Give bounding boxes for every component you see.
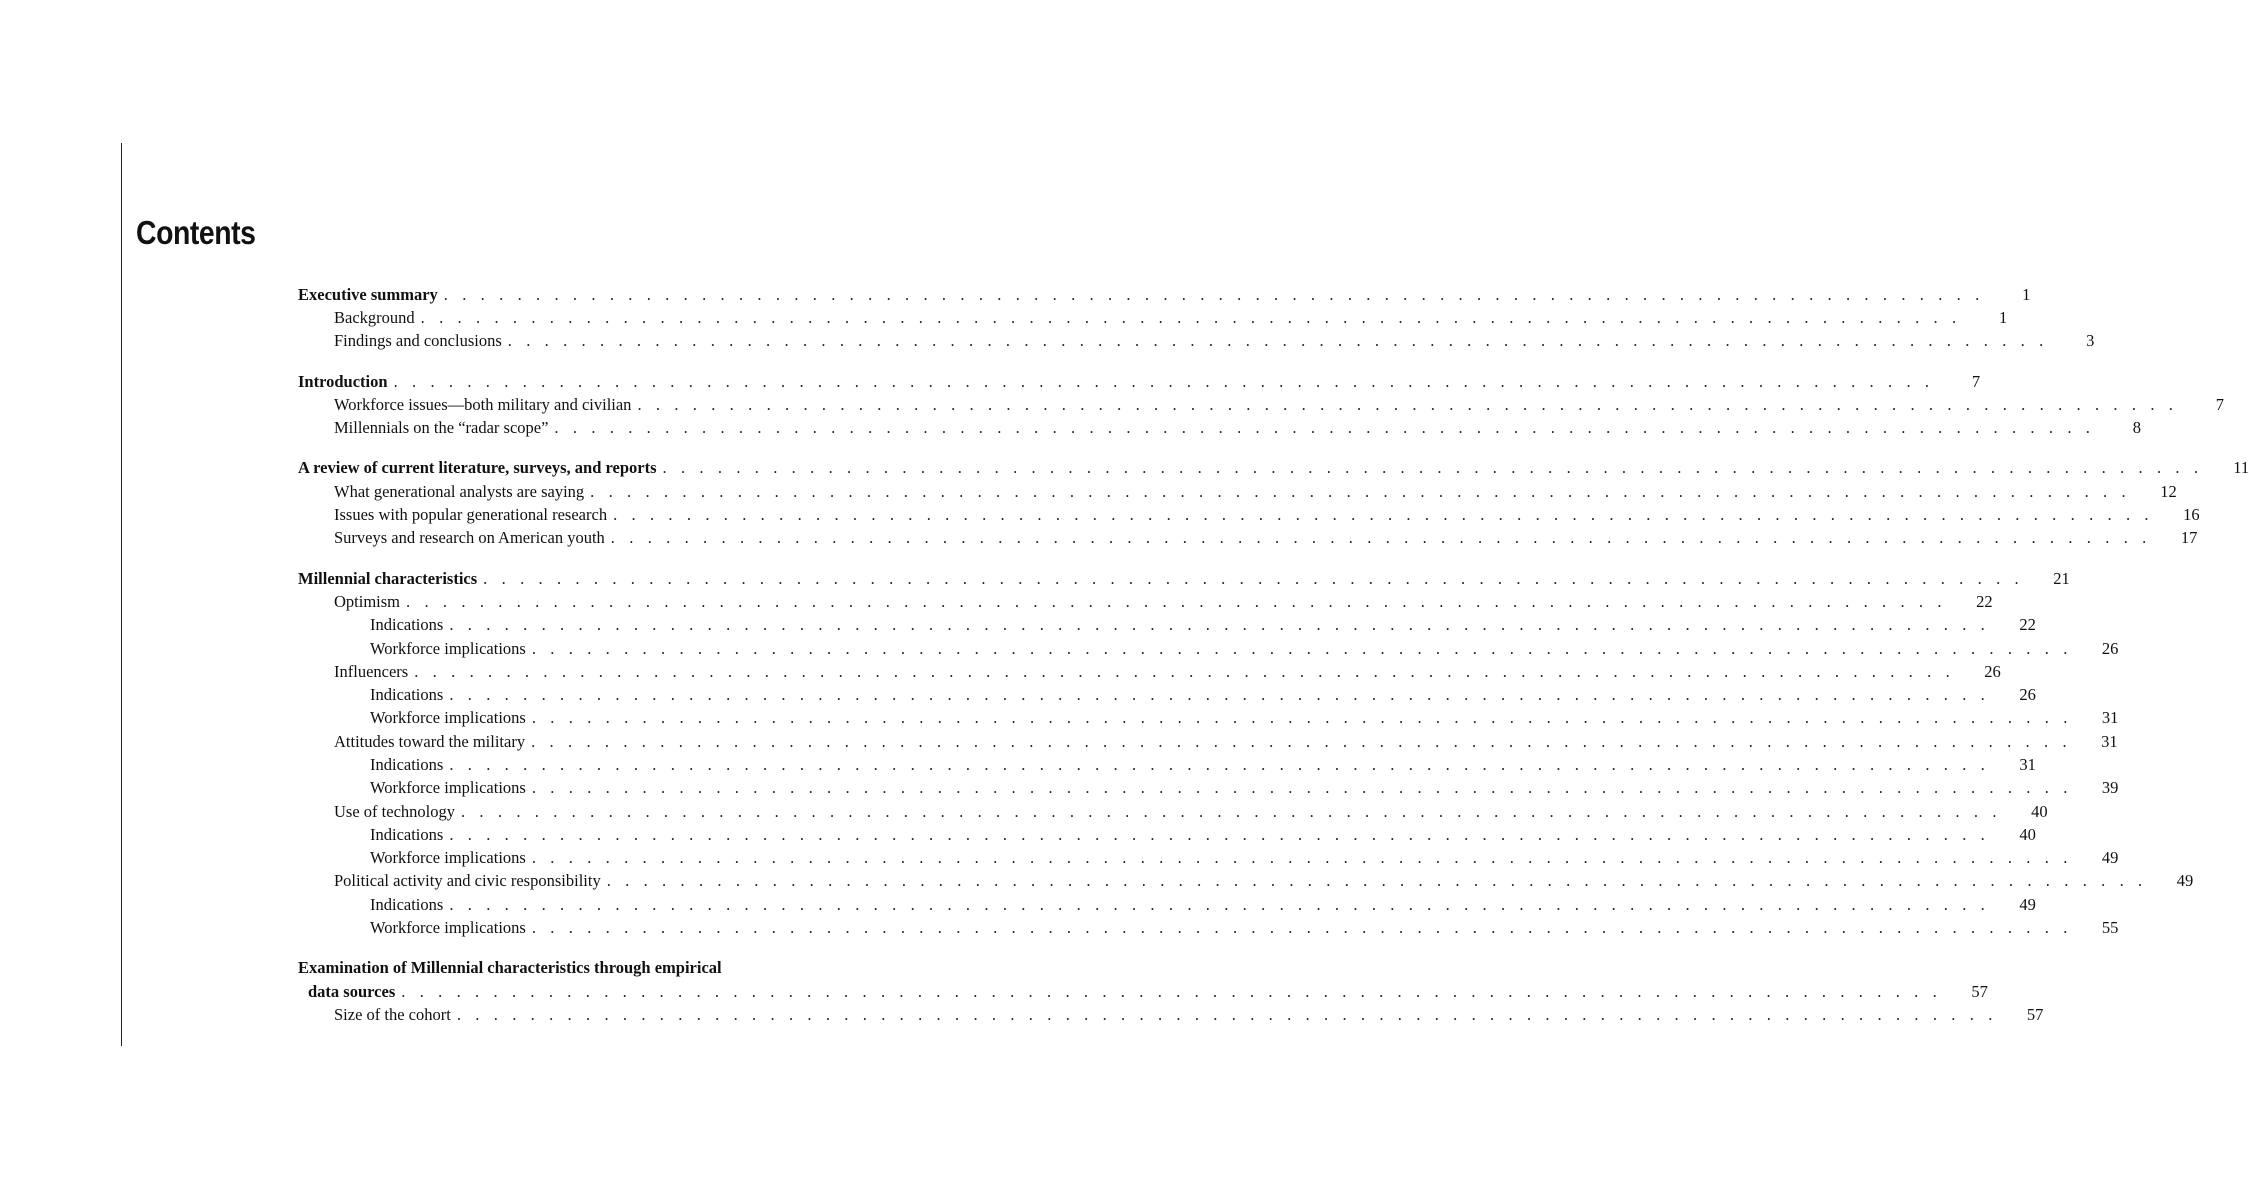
toc-entry-page: 22 [1976,591,1993,611]
toc-entry-page: 16 [2183,505,2200,525]
toc-entry-title: Introduction [298,371,388,391]
toc-entry-title: Political activity and civic responsibility [334,871,601,891]
toc-entry[interactable] [298,777,2119,800]
leader-dots: . . . . . . . . . . . . . . . . . . . . . . . . . . . . . . . . . . . . . . . . . . . . . . . . . . . . . . . . . . . . . . . . . . . . . . . . . . . . . . . . . . . . [443,284,1985,304]
toc-entry[interactable] [298,980,1988,1003]
toc-entry-title: Surveys and research on American youth [334,528,605,548]
toc-entry[interactable] [298,637,2119,660]
toc-entry[interactable] [298,527,2198,550]
leader-dots: . . . . . . . . . . . . . . . . . . . . . . . . . . . . . . . . . . . . . . . . . . . . . . . . . . . . . . . . . . . . . . . . . . . . . . . . . . . . . . . . . . . . [613,505,2154,525]
toc-entry-title: Attitudes toward the military [334,731,526,751]
toc-entry-page: 1 [2022,284,2031,304]
toc-entry-title: Issues with popular generational research [334,505,608,525]
toc-entry-page: 31 [2101,731,2118,751]
leader-dots: . . . . . . . . . . . . . . . . . . . . . . . . . . . . . . . . . . . . . . . . . . . . . . . . . . . . . . . . . . . . . . . . . . . . . . . . . . . . . . . . . . . . [507,331,2049,351]
toc-entry[interactable] [298,457,2249,480]
toc-entry-page: 57 [2026,1004,2044,1024]
toc-entry[interactable] [298,567,2070,590]
toc-entry[interactable] [298,614,2036,637]
toc-entry-page: 21 [2053,568,2070,588]
toc-entry-title: Indications [370,754,444,774]
toc-entry-title: Executive summary [298,284,438,304]
toc-entry-page: 1 [1998,307,2008,327]
toc-entry[interactable] [298,707,2119,730]
toc-entry-title: Findings and conclusions [334,331,502,351]
leader-dots: . . . . . . . . . . . . . . . . . . . . . . . . . . . . . . . . . . . . . . . . . . . . . . . . . . . . . . . . . . . . . . . . . . . . . . . . . . . . . . . . . . . . [606,871,2148,891]
toc-entry[interactable] [298,893,2036,916]
toc-entry-page: 12 [2160,481,2177,501]
leader-dots: . . . . . . . . . . . . . . . . . . . . . . . . . . . . . . . . . . . . . . . . . . . . . . . . . . . . . . . . . . . . . . . . . . . . . . . . . . . . . . . . . . . . [531,778,2073,798]
toc-entry-title: A review of current literature, surveys, and reports [298,458,657,478]
toc-entry[interactable] [298,1003,2044,1026]
leader-dots: . . . . . . . . . . . . . . . . . . . . . . . . . . . . . . . . . . . . . . . . . . . . . . . . . . . . . . . . . . . . . . . . . . . . . . . . . . . . . . . . . . . . [531,638,2073,658]
toc-entry-page: 26 [2019,685,2036,705]
toc-entry[interactable] [298,330,2095,353]
leader-dots: . . . . . . . . . . . . . . . . . . . . . . . . . . . . . . . . . . . . . . . . . . . . . . . . . . . . . . . . . . . . . . . . . . . . . . . . . . . . . . . . . . . . [449,754,1990,774]
toc-entry-title: Workforce implications [370,918,526,938]
toc-entry-title: Indications [370,894,444,914]
toc-entry[interactable] [298,683,2036,706]
toc-entry-page: 26 [2101,638,2119,658]
leader-dots: . . . . . . . . . . . . . . . . . . . . . . . . . . . . . . . . . . . . . . . . . . . . . . . . . . . . . . . . . . . . . . . . . . . . . . . . . . . . . . . . . . . . [456,1004,1998,1024]
toc-entry[interactable] [298,503,2200,526]
toc-entry[interactable] [298,800,2048,823]
leader-dots: . . . . . . . . . . . . . . . . . . . . . . . . . . . . . . . . . . . . . . . . . . . . . . . . . . . . . . . . . . . . . . . . . . . . . . . . . . . . . . . . . . . . [449,615,1990,635]
toc-entry-title: Size of the cohort [334,1004,451,1024]
toc-entry-title: Optimism [334,591,401,611]
toc-entry-page: 26 [1984,661,2001,681]
toc-entry[interactable] [298,416,2141,439]
toc-entry-page: 57 [1971,981,1988,1001]
leader-dots: . . . . . . . . . . . . . . . . . . . . . . . . . . . . . . . . . . . . . . . . . . . . . . . . . . . . . . . . . . . . . . . . . . . . . . . . . . . . . . . . . . . . [483,568,2024,588]
toc-entry[interactable] [298,480,2177,503]
leader-dots: . . . . . . . . . . . . . . . . . . . . . . . . . . . . . . . . . . . . . . . . . . . . . . . . . . . . . . . . . . . . . . . . . . . . . . . . . . . . . . . . . . . . [531,731,2072,751]
toc-entry-page: 8 [2132,418,2141,438]
toc-entry[interactable] [298,660,2001,683]
toc-entry-page: 7 [2215,394,2225,414]
page-title: Contents [136,214,256,251]
leader-dots: . . . . . . . . . . . . . . . . . . . . . . . . . . . . . . . . . . . . . . . . . . . . . . . . . . . . . . . . . . . . . . . . . . . . . . . . . . . . . . . . . . . . [531,848,2073,868]
toc-entry[interactable] [298,393,2225,416]
toc-entry-title: data sources [308,981,396,1001]
leader-dots: . . . . . . . . . . . . . . . . . . . . . . . . . . . . . . . . . . . . . . . . . . . . . . . . . . . . . . . . . . . . . . . . . . . . . . . . . . . . . . . . . . . . [406,591,1947,611]
toc-entry-page: 49 [2019,894,2036,914]
toc-entry-page: 31 [2101,708,2119,728]
toc-entry-page: 11 [2233,458,2249,478]
leader-dots: . . . . . . . . . . . . . . . . . . . . . . . . . . . . . . . . . . . . . . . . . . . . . . . . . . . . . . . . . . . . . . . . . . . . . . . . . . . . . . . . . . . . [610,528,2152,548]
toc-entry[interactable] [298,730,2118,753]
toc-entry-title: Indications [370,615,444,635]
leader-dots: . . . . . . . . . . . . . . . . . . . . . . . . . . . . . . . . . . . . . . . . . . . . . . . . . . . . . . . . . . . . . . . . . . . . . . . . . . . . . . . . . . . . [401,981,1942,1001]
toc-entry-page: 39 [2101,778,2119,798]
toc-entry-page: 49 [2101,848,2119,868]
toc-entry-title: Background [334,307,415,327]
leader-dots: . . . . . . . . . . . . . . . . . . . . . . . . . . . . . . . . . . . . . . . . . . . . . . . . . . . . . . . . . . . . . . . . . . . . . . . . . . . . . . . . . . . . [460,801,2002,821]
toc-entry[interactable] [298,590,1993,613]
toc-entry-page: 40 [2031,801,2048,821]
leader-dots: . . . . . . . . . . . . . . . . . . . . . . . . . . . . . . . . . . . . . . . . . . . . . . . . . . . . . . . . . . . . . . . . . . . . . . . . . . . . . . . . . . . . [449,824,1990,844]
toc-entry-title: Use of technology [334,801,455,821]
toc-entry[interactable] [298,283,2031,306]
toc-entry[interactable] [298,370,1981,393]
toc-entry-title: Indications [370,824,444,844]
leader-dots: . . . . . . . . . . . . . . . . . . . . . . . . . . . . . . . . . . . . . . . . . . . . . . . . . . . . . . . . . . . . . . . . . . . . . . . . . . . . . . . . . . . . [420,307,1962,327]
toc-entry-title: Workforce implications [370,848,526,868]
toc-entry-page: 49 [2176,871,2194,891]
leader-dots: . . . . . . . . . . . . . . . . . . . . . . . . . . . . . . . . . . . . . . . . . . . . . . . . . . . . . . . . . . . . . . . . . . . . . . . . . . . . . . . . . . . . [449,894,1990,914]
leader-dots: . . . . . . . . . . . . . . . . . . . . . . . . . . . . . . . . . . . . . . . . . . . . . . . . . . . . . . . . . . . . . . . . . . . . . . . . . . . . . . . . . . . . [590,481,2131,501]
toc-entry[interactable] [298,823,2036,846]
toc-entry-title: Millennials on the “radar scope” [334,418,549,438]
toc-entry-title: Workforce implications [370,708,526,728]
toc-entry-page: 55 [2101,918,2119,938]
toc-entry[interactable] [298,916,2119,939]
toc-entry[interactable] [298,753,2036,776]
toc-entry-page: 40 [2019,824,2036,844]
toc-entry[interactable] [298,847,2119,870]
toc-entry-title: Influencers [334,661,409,681]
toc-entry-page: 17 [2180,528,2198,548]
toc-entry-title: Workforce implications [370,778,526,798]
leader-dots: . . . . . . . . . . . . . . . . . . . . . . . . . . . . . . . . . . . . . . . . . . . . . . . . . . . . . . . . . . . . . . . . . . . . . . . . . . . . . . . . . . . . [393,371,1935,391]
leader-dots: . . . . . . . . . . . . . . . . . . . . . . . . . . . . . . . . . . . . . . . . . . . . . . . . . . . . . . . . . . . . . . . . . . . . . . . . . . . . . . . . . . . . [637,394,2179,414]
toc-entry-title: What generational analysts are saying [334,481,585,501]
toc-entry-title: Indications [370,685,444,705]
toc-entry-title: Millennial characteristics [298,568,478,588]
leader-dots: . . . . . . . . . . . . . . . . . . . . . . . . . . . . . . . . . . . . . . . . . . . . . . . . . . . . . . . . . . . . . . . . . . . . . . . . . . . . . . . . . . . . [662,458,2204,478]
leader-dots: . . . . . . . . . . . . . . . . . . . . . . . . . . . . . . . . . . . . . . . . . . . . . . . . . . . . . . . . . . . . . . . . . . . . . . . . . . . . . . . . . . . . [414,661,1955,681]
toc-entry[interactable] [298,870,2194,893]
leader-dots: . . . . . . . . . . . . . . . . . . . . . . . . . . . . . . . . . . . . . . . . . . . . . . . . . . . . . . . . . . . . . . . . . . . . . . . . . . . . . . . . . . . . [449,685,1990,705]
leader-dots: . . . . . . . . . . . . . . . . . . . . . . . . . . . . . . . . . . . . . . . . . . . . . . . . . . . . . . . . . . . . . . . . . . . . . . . . . . . . . . . . . . . . [531,918,2073,938]
toc-entry-title: Workforce implications [370,638,526,658]
toc-entry-page: 7 [1971,371,1981,391]
toc-entry[interactable] [298,306,2008,329]
leader-dots: . . . . . . . . . . . . . . . . . . . . . . . . . . . . . . . . . . . . . . . . . . . . . . . . . . . . . . . . . . . . . . . . . . . . . . . . . . . . . . . . . . . . [531,708,2073,728]
toc-entry-page: 3 [2086,331,2095,351]
table-of-contents [298,283,2249,1027]
margin-rule [121,143,122,1046]
toc-entry-title: Workforce issues—both military and civilian [334,394,632,414]
toc-entry-page: 22 [2019,615,2036,635]
toc-entry-page: 31 [2019,754,2036,774]
leader-dots: . . . . . . . . . . . . . . . . . . . . . . . . . . . . . . . . . . . . . . . . . . . . . . . . . . . . . . . . . . . . . . . . . . . . . . . . . . . . . . . . . . . . [554,418,2095,438]
toc-entry-title-line1[interactable]: Examination of Millennial characteristics through empirical [298,958,722,978]
